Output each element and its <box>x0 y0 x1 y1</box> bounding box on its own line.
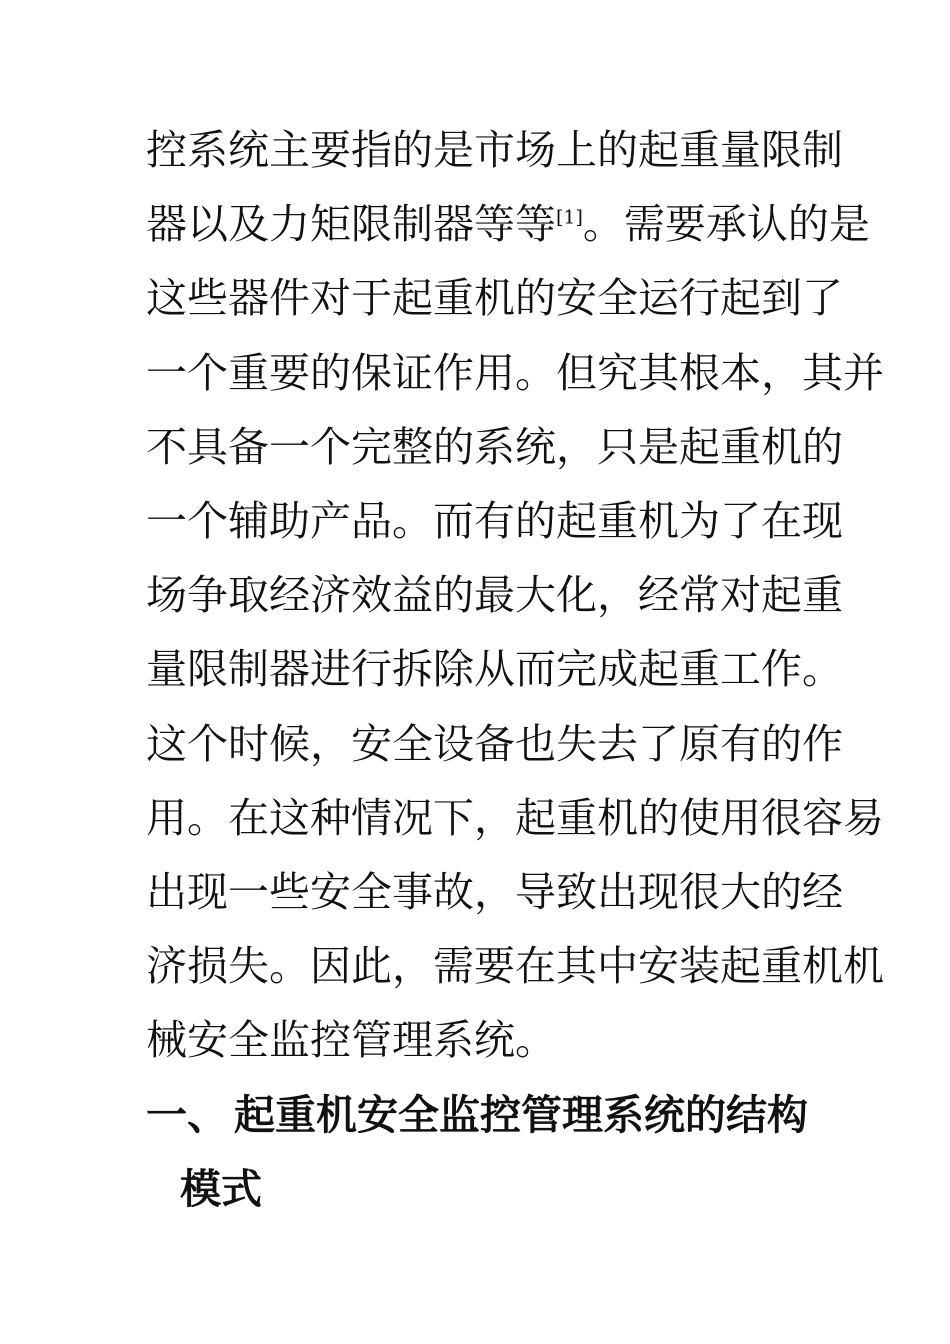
section-heading <box>146 1078 808 1226</box>
section-title-line2: 模式 <box>180 1165 262 1213</box>
paragraph-line: 场争取经济效益的最大化，经常对起重 <box>146 571 843 620</box>
body-paragraph <box>146 113 884 1078</box>
paragraph-line: 出现一些安全事故，导致出现很大的经 <box>146 868 843 917</box>
paragraph-line: 这个时候，安全设备也失去了原有的作 <box>146 719 843 768</box>
citation-mark[interactable]: [1] <box>556 206 583 229</box>
paragraph-line: 一个辅助产品。而有的起重机为了在现 <box>146 497 843 546</box>
paragraph-line: 这些器件对于起重机的安全运行起到了 <box>146 274 843 323</box>
paragraph-line: 控系统主要指的是市场上的起重量限制 <box>146 126 843 174</box>
paragraph-line: 用。在这种情况下，起重机的使用很容易 <box>146 793 884 842</box>
paragraph-line: 济损失。因此，需要在其中安装起重机机 <box>146 942 884 991</box>
paragraph-line-text: 器以及力矩限制器等等 <box>146 200 556 249</box>
paragraph-line <box>146 187 870 261</box>
paragraph-line: 一个重要的保证作用。但究其根本，其并 <box>146 348 884 397</box>
paragraph-line: 不具备一个完整的系统，只是起重机的 <box>146 422 843 471</box>
section-heading-row <box>146 1078 808 1152</box>
section-title-line1: 起重机安全监控管理系统的结构 <box>234 1091 808 1139</box>
paragraph-line: 量限制器进行拆除从而完成起重工作。 <box>146 645 843 694</box>
section-number: 一、 <box>146 1091 228 1139</box>
paragraph-line-text: 。需要承认的是 <box>582 200 870 249</box>
paragraph-line-last: 械安全监控管理系统。 <box>146 1016 556 1065</box>
